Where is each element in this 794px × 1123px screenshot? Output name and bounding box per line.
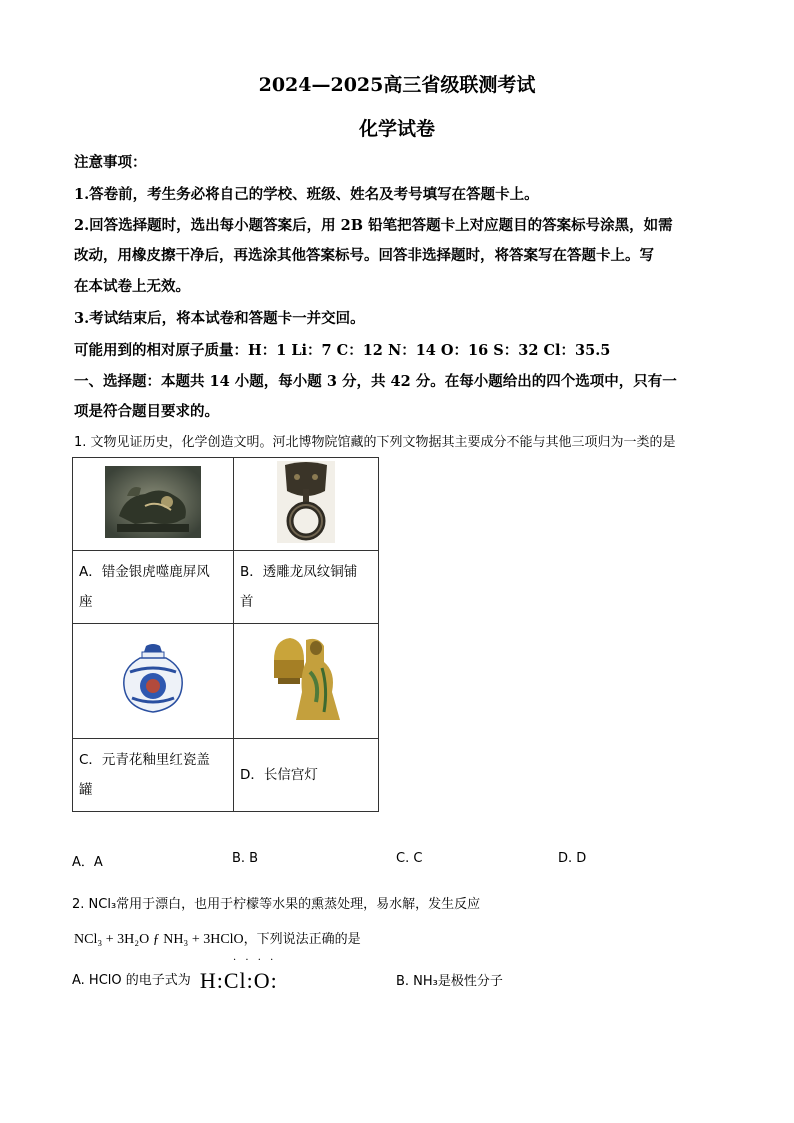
notice-item-3: 3.考试结束后，将本试卷和答题卡一并交回。 [74,310,365,327]
notice-item-2-line-1: 2.回答选择题时，选出每小题答案后，用 2B 铅笔把答题卡上对应题目的答案标号涂黑，如需 [74,217,673,234]
question-1-options-table [72,457,379,812]
option-a-label-cell [73,551,234,624]
notice-item-1: 1.答卷前，考生务必将自己的学校、班级、姓名及考号填写在答题卡上。 [74,186,539,203]
question-1-choice-b[interactable]: B. B [232,851,259,866]
section-1-line-2: 项是符合题目要求的。 [74,403,219,420]
option-a-label-line-1: A．错金银虎噬鹿屏风 [79,564,210,580]
blue-white-porcelain-jar-image [118,642,188,716]
question-2-equation-tail: ，下列说法正确的是 [243,932,361,947]
bronze-door-knocker-image [277,461,335,543]
hclo-electron-formula: H:Cl:O: [199,968,278,993]
question-1-choice-c[interactable]: C. C [396,851,423,866]
question-2-option-b[interactable]: B. NH₃是极性分子 [396,974,503,989]
option-c-label-line-2: 罐 [79,782,93,798]
question-2-equation-line [74,928,361,948]
option-b-label-line-2: 首 [240,594,254,610]
question-2-stem: 2. NCl₃常用于漂白，也用于柠檬等水果的熏蒸处理，易水解，发生反应 [72,897,481,912]
option-d-image-cell [234,624,379,739]
atomic-masses: 可能用到的相对原子质量：H：1 Li：7 C：12 N：14 O：16 S：32 Cl：35.5 [74,342,611,359]
notice-item-2-line-2: 改动，用橡皮擦干净后，再选涂其他答案标号。回答非选择题时，将答案写在答题卡上。写 [74,247,654,264]
section-1-line-1: 一、选择题：本题共 14 小题，每小题 3 分，共 42 分。在每小题给出的四个选项中，只有一 [74,373,677,390]
option-c-image-cell [73,624,234,739]
electron-dots-top: · · · · [233,955,277,966]
option-b-label-cell [234,551,379,624]
option-b-label-line-1: B．透雕龙凤纹铜铺 [240,564,358,580]
option-a-image-cell [73,458,234,551]
bronze-tiger-screen-stand-image [105,466,201,538]
question-1-choice-d[interactable]: D. D [558,851,587,866]
option-a-label-line-2: 座 [79,594,93,610]
gilt-bronze-lamp-image [266,632,346,726]
option-a-prefix: A. HClO 的电子式为 [72,973,191,988]
option-d-label-line-1: D．长信宫灯 [240,767,318,783]
notice-item-2-line-3: 在本试卷上无效。 [74,278,190,295]
option-c-label-cell [73,739,234,812]
question-2-option-a[interactable] [72,964,278,993]
option-d-label-cell [234,739,379,812]
question-1-choice-a[interactable]: A．A [72,855,103,870]
exam-title: 2024—2025高三省级联测考试 [258,74,536,96]
question-1-stem: 1. 文物见证历史，化学创造文明。河北博物院馆藏的下列文物据其主要成分不能与其他三项归为一类的是 [74,435,676,450]
option-c-label-line-1: C．元青花釉里红瓷盖 [79,752,210,768]
option-b-image-cell [234,458,379,551]
notice-heading: 注意事项： [74,154,147,171]
reaction-equation: NCl₃ + 3H₂O ƒ NH₃ + 3HClO [74,932,244,947]
exam-subtitle: 化学试卷 [358,118,435,140]
